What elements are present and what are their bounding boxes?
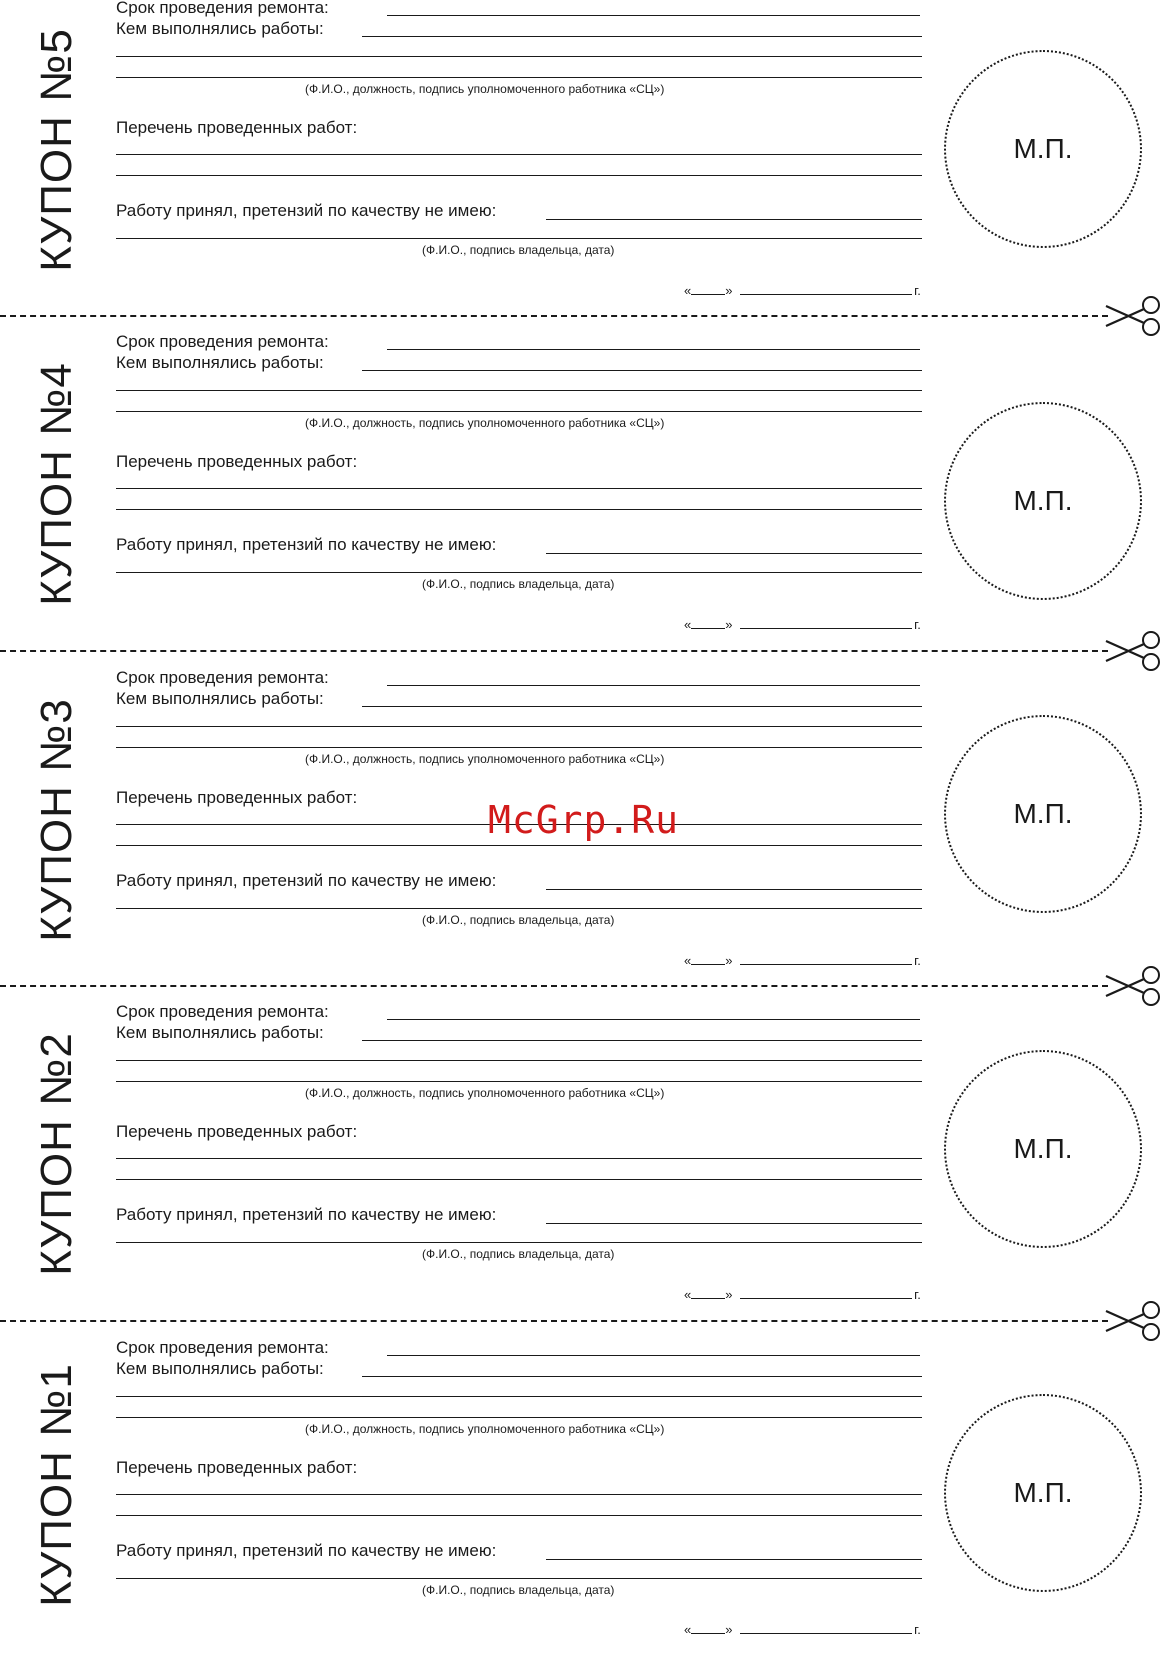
owner-line[interactable] [116,572,922,573]
stamp-circle [944,1050,1142,1248]
work-list-label: Перечень проведенных работ: [116,1122,358,1141]
performed-by-field[interactable] [362,1040,922,1041]
stamp-circle [944,1394,1142,1592]
work-list-line-1[interactable] [116,1494,922,1495]
owner-note: (Ф.И.О., подпись владельца, дата) [422,913,615,927]
work-list-label: Перечень проведенных работ: [116,788,358,807]
performer-line-1[interactable] [116,1396,922,1397]
owner-note: (Ф.И.О., подпись владельца, дата) [422,1583,615,1597]
work-list-line-2[interactable] [116,1179,922,1180]
performer-note: (Ф.И.О., должность, подпись уполномоченного работника «СЦ») [305,1086,665,1100]
repair-period-label: Срок проведения ремонта: [116,1338,329,1357]
accepted-label: Работу принял, претензий по качеству не имею: [116,1205,497,1224]
accepted-label: Работу принял, претензий по качеству не имею: [116,1541,497,1560]
accepted-field[interactable] [546,889,922,890]
accepted-field[interactable] [546,1223,922,1224]
performer-note: (Ф.И.О., должность, подпись уполномоченного работника «СЦ») [305,1422,665,1436]
performed-by-label: Кем выполнялись работы: [116,19,324,38]
owner-note: (Ф.И.О., подпись владельца, дата) [422,243,615,257]
owner-line[interactable] [116,1578,922,1579]
coupon-title: КУПОН №3 [32,698,82,942]
work-list-line-1[interactable] [116,154,922,155]
date-field[interactable]: « » г. [684,283,921,298]
performed-by-label: Кем выполнялись работы: [116,1023,324,1042]
stamp-label: М.П. [1013,133,1073,164]
owner-note: (Ф.И.О., подпись владельца, дата) [422,1247,615,1261]
performed-by-label: Кем выполнялись работы: [116,1359,324,1378]
repair-period-label: Срок проведения ремонта: [116,1002,329,1021]
coupon-2 [0,1004,1165,1338]
work-list-label: Перечень проведенных работ: [116,118,358,137]
performer-note: (Ф.И.О., должность, подпись уполномоченного работника «СЦ») [305,416,665,430]
scissors-icon [1102,1299,1164,1343]
coupon-4 [0,334,1165,668]
repair-period-field[interactable] [387,685,920,686]
owner-line[interactable] [116,908,922,909]
repair-period-label: Срок проведения ремонта: [116,668,329,687]
cut-line [0,650,1108,652]
coupon-5 [0,0,1165,334]
repair-period-field[interactable] [387,1355,920,1356]
cut-line [0,1320,1108,1322]
performer-note: (Ф.И.О., должность, подпись уполномоченного работника «СЦ») [305,82,665,96]
work-list-line-1[interactable] [116,1158,922,1159]
performer-line-1[interactable] [116,56,922,57]
repair-period-label: Срок проведения ремонта: [116,0,329,17]
date-field[interactable]: « » г. [684,1622,921,1637]
stamp-label: М.П. [1013,485,1073,516]
repair-period-field[interactable] [387,15,920,16]
coupon-1 [0,1340,1165,1674]
performer-line-2[interactable] [116,411,922,412]
repair-period-label: Срок проведения ремонта: [116,332,329,351]
performer-line-2[interactable] [116,747,922,748]
date-field[interactable]: « » г. [684,953,921,968]
stamp-label: М.П. [1013,1477,1073,1508]
performer-line-1[interactable] [116,726,922,727]
date-field[interactable]: « » г. [684,617,921,632]
performer-line-1[interactable] [116,1060,922,1061]
performer-line-2[interactable] [116,77,922,78]
performer-note: (Ф.И.О., должность, подпись уполномоченного работника «СЦ») [305,752,665,766]
owner-note: (Ф.И.О., подпись владельца, дата) [422,577,615,591]
performed-by-field[interactable] [362,706,922,707]
coupon-title: КУПОН №1 [32,1363,82,1607]
owner-line[interactable] [116,1242,922,1243]
accepted-field[interactable] [546,553,922,554]
coupon-title: КУПОН №2 [32,1032,82,1276]
coupon-title: КУПОН №4 [32,362,82,606]
performed-by-field[interactable] [362,36,922,37]
performed-by-field[interactable] [362,370,922,371]
accepted-field[interactable] [546,1559,922,1560]
stamp-circle [944,402,1142,600]
work-list-line-1[interactable] [116,488,922,489]
performed-by-field[interactable] [362,1376,922,1377]
work-list-label: Перечень проведенных работ: [116,1458,358,1477]
accepted-label: Работу принял, претензий по качеству не имею: [116,871,497,890]
performer-line-1[interactable] [116,390,922,391]
performed-by-label: Кем выполнялись работы: [116,353,324,372]
scissors-icon [1102,294,1164,338]
coupon-title: КУПОН №5 [32,28,82,272]
stamp-label: М.П. [1013,798,1073,829]
performer-line-2[interactable] [116,1417,922,1418]
owner-line[interactable] [116,238,922,239]
stamp-circle [944,50,1142,248]
scissors-icon [1102,964,1164,1008]
performed-by-label: Кем выполнялись работы: [116,689,324,708]
work-list-line-2[interactable] [116,175,922,176]
work-list-line-2[interactable] [116,509,922,510]
stamp-circle [944,715,1142,913]
accepted-field[interactable] [546,219,922,220]
accepted-label: Работу принял, претензий по качеству не имею: [116,201,497,220]
accepted-label: Работу принял, претензий по качеству не имею: [116,535,497,554]
stamp-label: М.П. [1013,1133,1073,1164]
cut-line [0,985,1108,987]
repair-period-field[interactable] [387,349,920,350]
date-field[interactable]: « » г. [684,1287,921,1302]
scissors-icon [1102,629,1164,673]
work-list-label: Перечень проведенных работ: [116,452,358,471]
cut-line [0,315,1108,317]
performer-line-2[interactable] [116,1081,922,1082]
repair-period-field[interactable] [387,1019,920,1020]
watermark: McGrp.Ru [488,798,680,842]
work-list-line-2[interactable] [116,845,922,846]
work-list-line-2[interactable] [116,1515,922,1516]
